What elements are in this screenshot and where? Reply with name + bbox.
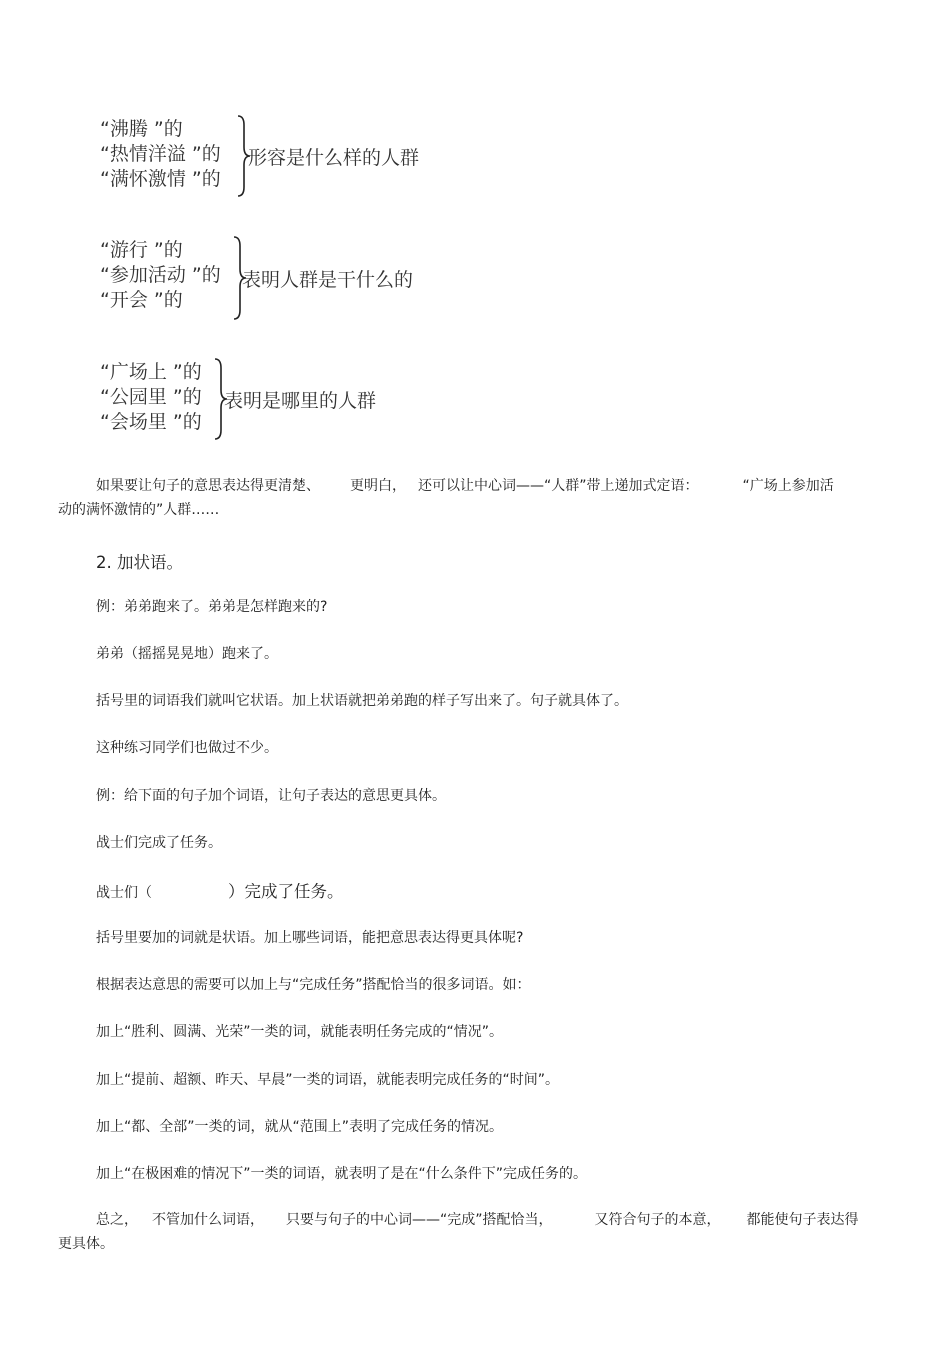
modifier-item: “热情洋溢 ”的 <box>100 143 221 165</box>
text-span: 不管加什么词语， <box>152 1212 264 1228</box>
text-span: 如果要让句子的意思表达得更清楚、 <box>96 478 320 494</box>
text-line: 加上“都、全部”一类的词，就从“范围上”表明了完成任务的情况。 <box>96 1119 504 1135</box>
paragraph-conclusion <box>58 1208 888 1256</box>
text-line: 这种练习同学们也做过不少。 <box>96 740 278 756</box>
text-line: 例：弟弟跑来了。弟弟是怎样跑来的? <box>96 599 328 615</box>
text-line: 战士们完成了任务。 <box>96 835 222 851</box>
section-heading: 2. 加状语。 <box>96 553 183 572</box>
text-line: 括号里的词语我们就叫它状语。加上状语就把弟弟跑的样子写出来了。句子就具体了。 <box>96 693 628 709</box>
text-span: 动的满怀激情的”人群…… <box>58 502 220 518</box>
text-span: 还可以让中心词——“人群”带上递加式定语： <box>418 478 699 494</box>
text-span: “广场上参加活 <box>742 478 834 494</box>
modifier-item: “游行 ”的 <box>100 239 183 261</box>
text-line: 弟弟（摇摇晃晃地）跑来了。 <box>96 646 278 662</box>
modifier-list <box>100 360 202 435</box>
text-line: 加上“在极困难的情况下”一类的词语，就表明了是在“什么条件下”完成任务的。 <box>96 1166 588 1182</box>
text-span: 战士们（ <box>96 885 152 901</box>
text-span: 都能使句子表达得 <box>746 1212 859 1228</box>
modifier-item: “广场上 ”的 <box>100 361 202 383</box>
modifier-item: “会场里 ”的 <box>100 411 202 433</box>
paragraph-definite-modifier <box>58 474 888 522</box>
text-span: 更明白， <box>350 478 406 494</box>
modifier-list <box>100 238 221 313</box>
modifier-item: “参加活动 ”的 <box>100 264 221 286</box>
text-line: 加上“胜利、圆满、光荣”一类的词，就能表明任务完成的“情况”。 <box>96 1024 504 1040</box>
modifier-list <box>100 117 221 192</box>
modifier-description: 表明是哪里的人群 <box>224 390 377 412</box>
text-line: 例：给下面的句子加个词语，让句子表达的意思更具体。 <box>96 788 446 804</box>
modifier-item: “满怀激情 ”的 <box>100 168 221 190</box>
modifier-item: “沸腾 ”的 <box>100 118 183 140</box>
modifier-item: “开会 ”的 <box>100 289 183 311</box>
modifier-item: “公园里 ”的 <box>100 386 202 408</box>
text-line: 根据表达意思的需要可以加上与“完成任务”搭配恰当的很多词语。如： <box>96 977 531 993</box>
text-span: ）完成了任务。 <box>228 882 344 901</box>
text-line: 加上“提前、超额、昨天、早晨”一类的词语，就能表明完成任务的“时间”。 <box>96 1072 560 1088</box>
text-span: 又符合句子的本意， <box>594 1212 721 1228</box>
text-span: 总之， <box>96 1212 138 1228</box>
text-line: 括号里要加的词就是状语。加上哪些词语，能把意思表达得更具体呢? <box>96 930 524 946</box>
modifier-description: 表明人群是干什么的 <box>242 269 414 291</box>
blank-sentence <box>96 878 344 902</box>
modifier-description: 形容是什么样的人群 <box>248 147 420 169</box>
text-span: 更具体。 <box>58 1236 114 1252</box>
text-span: 只要与句子的中心词——“完成”搭配恰当， <box>286 1212 553 1228</box>
